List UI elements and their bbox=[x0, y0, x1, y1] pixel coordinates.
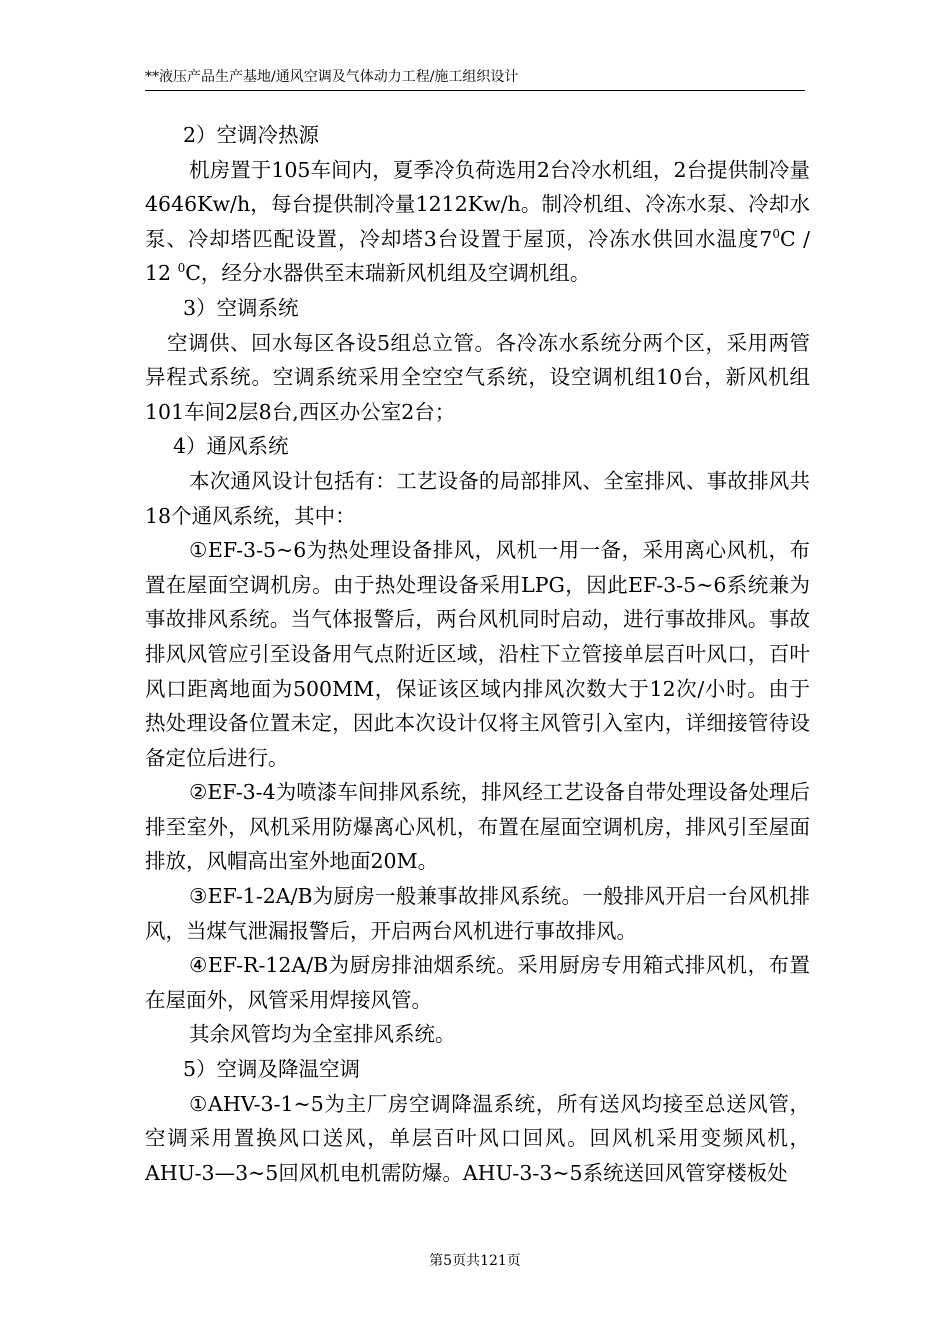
paragraph-text: C，经分水器供至末瑞新风机组及空调机组。 bbox=[185, 261, 591, 286]
page-number: 第5页共121页 bbox=[429, 1253, 521, 1269]
paragraph-cooling-heating-source bbox=[145, 153, 810, 291]
paragraph-text: C / 12 bbox=[145, 226, 811, 286]
paragraph-ef-r-12ab: ④EF-R-12A/B为厨房排油烟系统。采用厨房专用箱式排风机，布置在屋面外，风管采用焊接风管。 bbox=[145, 953, 810, 1012]
section-heading-ac-system: 3）空调系统 bbox=[183, 295, 299, 320]
paragraph-ventilation-intro: 本次通风设计包括有：工艺设备的局部排风、全室排风、事故排风共18个通风系统，其中： bbox=[145, 468, 810, 528]
document-body bbox=[145, 118, 810, 1190]
paragraph-ef-1-2ab: ③EF-1-2A/B为厨房一般兼事故排风系统。一般排风开启一台风机排风，当煤气泄漏报警后，开启两台风机进行事故排风。 bbox=[145, 884, 810, 943]
section-heading-ventilation: 4）通风系统 bbox=[173, 434, 289, 459]
paragraph-ac-system: 空调供、回水每区各设5组总立管。各冷冻水系统分两个区，采用两管异程式系统。空调系统采用全空空气系统，设空调机组10台，新风机组101车间2层8台,西区办公室2台； bbox=[145, 330, 810, 424]
superscript: 0 bbox=[177, 261, 186, 276]
section-heading-ac-cooling: 5）空调及降温空调 bbox=[183, 1057, 361, 1082]
section-heading-cooling-heating-source: 2）空调冷热源 bbox=[183, 123, 320, 147]
paragraph-ahv-3-1-5: ①AHV-3-1~5为主厂房空调降温系统，所有送风均接至总送风管，空调采用置换风口送风，单层百叶风口回风。回风机采用变频风机，AHU-3—3~5回风机电机需防爆。AHU-3-3~5系统送回风管穿楼板处 bbox=[145, 1091, 810, 1185]
header-title: **液压产品生产基地/通风空调及气体动力工程/施工组织设计 bbox=[145, 69, 519, 85]
paragraph-ef-3-5-6: ①EF-3-5~6为热处理设备排风，风机一用一备，采用离心风机，布置在屋面空调机房。由于热处理设备采用LPG，因此EF-3-5~6系统兼为事故排风系统。当气体报警后，两台风机同时启动，进行事故排风。事故排风风管应引至设备用气点附近区域，沿柱下立管接单层百叶风口，百叶风口距离地面为500MM，保证该区域内排风次数大于12次/小时。由于热处理设备位置未定，因此本次设计仅将主风管引入室内，详细接管待设备定位后进行。 bbox=[145, 538, 810, 770]
page-footer bbox=[0, 1250, 950, 1270]
paragraph-ef-3-4: ②EF-3-4为喷漆车间排风系统，排风经工艺设备自带处理设备处理后排至室外，风机采用防爆离心风机，布置在屋面空调机房，排风引至屋面排放，风帽高出室外地面20M。 bbox=[145, 780, 810, 874]
paragraph-remaining-ducts: 其余风管均为全室排风系统。 bbox=[189, 1022, 456, 1047]
page-header bbox=[145, 68, 805, 91]
paragraph-text: 机房置于105车间内，夏季冷负荷选用2台冷水机组，2台提供制冷量4646Kw/h，每台提供制冷量1212Kw/h。制冷机组、冷冻水泵、冷却水泵、冷却塔匹配设置，冷却塔3台设置于屋顶，冷冻水供回水温度7 bbox=[145, 157, 810, 251]
superscript: 0 bbox=[772, 226, 780, 241]
